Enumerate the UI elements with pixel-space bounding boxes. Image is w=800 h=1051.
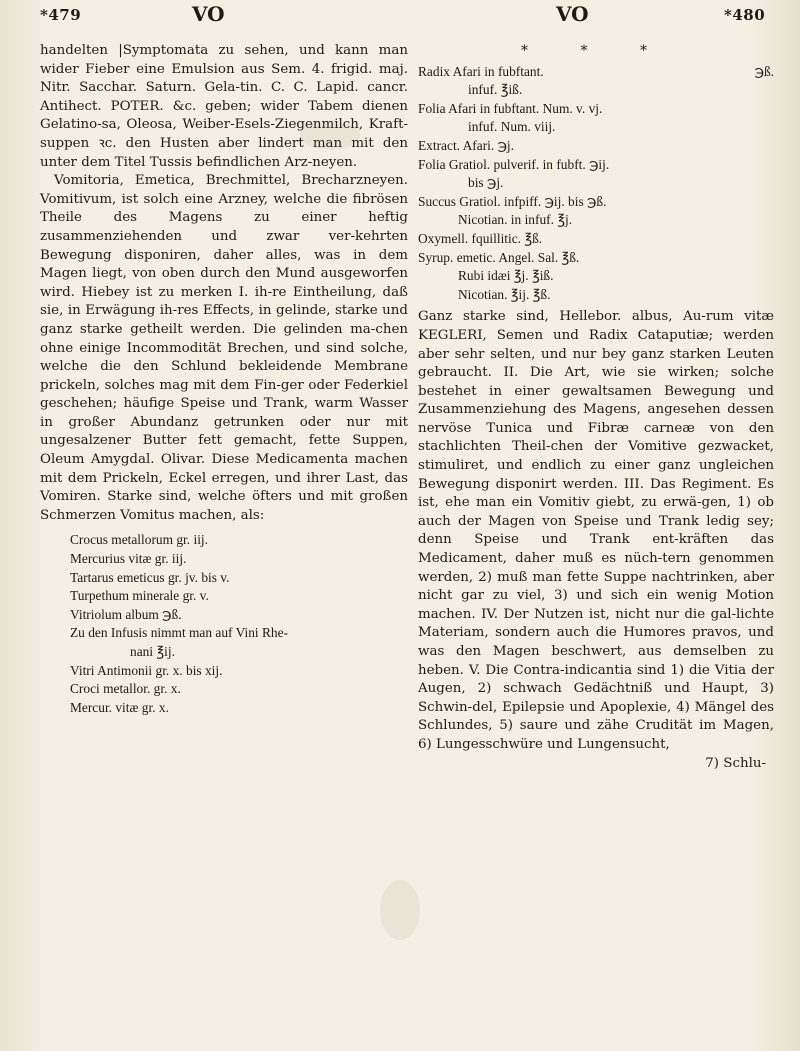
- recipe-item: Radix Afari in fubftant.: [418, 63, 544, 79]
- recipe-line: Folia Afari in fubftant. Num. v. vj.: [418, 100, 603, 116]
- recipe-line: Oxymell. fquillitic. ℥ß.: [418, 230, 543, 246]
- recipe-line: Succus Gratiol. infpiff. ℈ij. bis ℈ß.: [418, 193, 607, 209]
- recipe-line: infuf. ℥iß.: [468, 82, 523, 98]
- paragraph-ganz-starke: [418, 308, 774, 754]
- recipe-line: bis ℈j.: [468, 175, 504, 191]
- left-page-number: *479: [40, 6, 82, 24]
- recipe-dose: ℈ß.: [754, 63, 774, 79]
- recipe-line: Syrup. emetic. Angel. Sal. ℥ß.: [418, 249, 580, 265]
- text-span: handelten |Symptomata zu sehen, und kann man wider Fieber eine Emulsion aus Sem. 4. frigid. maj. Nitr. Sacchar. Saturn. Gela-tin. C. C. Lapid. cancr. Antihect. POTER. &c. geben; wider Tabem dienen Gelatino-sa, Oleosa, Weiber-Esels-Ziegenmilch, Kraft-suppen ꝛc. den Husten aber lindert man mit den unter dem Titel Tussis befindlichen Arz-neyen.: [40, 43, 408, 170]
- asterism: * * *: [521, 43, 671, 59]
- paper-stain: [300, 120, 360, 150]
- recipe-row: [418, 63, 774, 82]
- recipe-list-right: [418, 63, 774, 305]
- recipe-line: nani ℥ij.: [130, 644, 175, 659]
- recipe-list-left: [40, 531, 408, 717]
- recipe-line: Croci metallor. gr. x.: [70, 681, 181, 697]
- recipe-line: Crocus metallorum gr. iij.: [70, 532, 208, 548]
- recipe-line: Mercurius vitæ gr. iij.: [70, 551, 187, 567]
- right-page-number: *480: [724, 6, 766, 24]
- paper-stain: [380, 880, 420, 940]
- catchword: 7) Schlu-: [705, 755, 766, 771]
- right-running-head: VO: [556, 2, 589, 26]
- recipe-line: Rubi idæi ℥j. ℥iß.: [458, 268, 554, 284]
- recipe-line: Vitri Antimonii gr. x. bis xij.: [70, 662, 223, 678]
- recipe-line: Vitriolum album ℈ß.: [70, 606, 182, 622]
- left-running-head: VO: [192, 2, 225, 26]
- paragraph-symptomata: [40, 42, 408, 172]
- text-span: Vomitoria, Emetica, Brechmittel, Brecharzneyen. Vomitivum, ist solch eine Arzney, welche die fibrösen Theile des Magens zu einer heftig zusammenziehenden und zwar ver-kehrten Bewegung disponiren, daher alles, was in dem Magen liegt, von oben durch den Mund ausgeworfen wird. Hiebey ist zu merken I. ih-re Eintheilung, daß sie, in Erwägung ih-res Effects, in gelinde, starke und ganz starke getheilt werden. Die gelinden ma-chen ohne einige Incommodität Brechen, und sind solche, welche die den Schlund bekleidende Membrane prickeln, solches mag mit dem Fin-ger oder Federkiel geschehen; häufige Speise und Trank, warm Wasser in großer Abundanz getrunken oder nur mit ungesalzener Butter fett gemacht, fette Suppen, Oleum Amygdal. Olivar. Diese Medicamenta machen mit dem Prickeln, Eckel erregen, und ihrer Last, das Vomiren. Starke sind, welche öfters und mit großen Schmerzen Vomitus machen, als:: [40, 173, 408, 523]
- recipe-line: Mercur. vitæ gr. x.: [70, 699, 169, 715]
- recipe-line: Tartarus emeticus gr. jv. bis v.: [70, 569, 230, 585]
- recipe-line: Nicotian. ℥ij. ℥ß.: [458, 286, 551, 302]
- recipe-line: Turpethum minerale gr. v.: [70, 588, 209, 604]
- text-span: Ganz starke sind, Hellebor. albus, Au-rum vitæ KEGLERI, Semen und Radix Cataputiæ; werden aber sehr selten, und nur bey ganz starken Leuten gebraucht. II. Die Art, wie sie wirken; solche bestehet in einer gewaltsamen Bewegung und Zusammenziehung des Magens, angesehen dessen nervöse Tunica und Fibræ carneæ von den stachlichten Theil-chen der Vomitive gezwacket, stimuliret, und endlich zu einer ganz ungleichen Bewegung disponirt werden. III. Das Regiment. Es ist, ehe man ein Vomitiv giebt, zu erwä-gen, 1) ob auch der Magen von Speise und Trank ledig sey; denn Speise und Trank ent-kräften das Medicament, daher muß es nüch-tern genommen werden, 2) muß man fette Suppe nachtrinken, aber nicht gar zu viel, 3) und sich ein wenig Motion machen. IV. Der Nutzen ist, nicht nur die gal-lichte Materiam, sondern auch die Humores pravos, und was den Magen beschwert, aus demselben zu heben. V. Die Contra-indicantia sind 1) die Vitia der Augen, 2) schwach Gedächtniß und Haupt, 3) Schwin-del, Epilepsie und Apoplexie, 4) Mängel des Schlundes, 5) saure und zähe Crudität im Magen, 6) Lungesschwüre und Lungensucht,: [418, 309, 774, 752]
- recipe-line: Extract. Afari. ℈j.: [418, 137, 514, 153]
- recipe-line: Zu den Infusis nimmt man auf Vini Rhe-: [70, 625, 289, 641]
- recipe-line: infuf. Num. viij.: [468, 119, 556, 135]
- recipe-line: Nicotian. in infuf. ℥j.: [458, 212, 573, 228]
- recipe-line: Folia Gratiol. pulverif. in fubft. ℈ij.: [418, 156, 610, 172]
- right-column: [418, 42, 774, 773]
- paragraph-vomitoria: [40, 172, 408, 525]
